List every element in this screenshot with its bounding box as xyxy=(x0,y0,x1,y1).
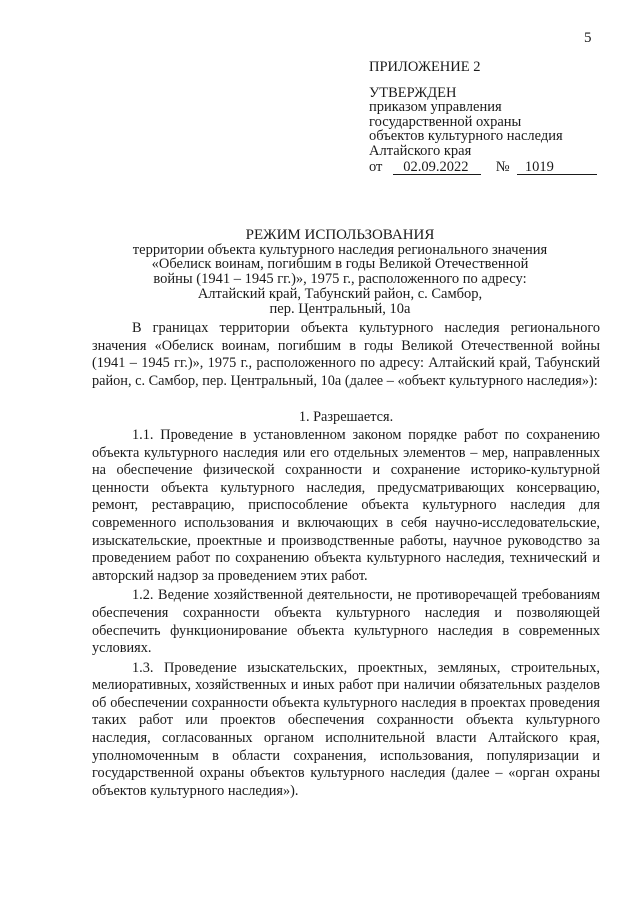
clause-1-1: 1.1. Проведение в установленном законом порядке работ по сохранению объекта культурного наследия или его отдельных элементов – мер, направленных на обеспечение физической сохранности и сохранение историко-культурной ценности объекта культурного наследия, предусматривающих консервацию, ремонт, реставрацию, приспособление объекта культурного наследия для современного использования и включающих в себя научно-исследовательские, изыскательские, проектные и производственные работы, научное руководство за проведением работ по сохранению объекта культурного наследия, технический и авторский надзор за проведением этих работ. xyxy=(92,426,600,584)
clause-1-3: 1.3. Проведение изыскательских, проектных, земляных, строительных, мелиоративных, хозяйственных и иных работ при наличии обязательных разделов об обеспечении сохранности объекта культурного наследия в проектах проведения таких работ или проектов обеспечения сохранности объекта культурного наследия, согласованных органом исполнительной власти Алтайского края, уполномоченным в области сохранения, использования, популяризации и государственной охраны объектов культурного наследия (далее – «орган охраны объектов культурного наследия»). xyxy=(92,659,600,799)
title-line: Алтайский край, Табунский район, с. Самбор, xyxy=(197,285,483,302)
title-line: «Обелиск воинам, погибшим в годы Великой Отечественной xyxy=(151,256,529,273)
section-heading: 1. Разрешается. xyxy=(298,409,394,426)
order-number: 1019 xyxy=(517,161,597,175)
approval-block xyxy=(369,60,619,175)
document-title xyxy=(80,228,600,316)
approval-line: Алтайского края xyxy=(369,142,472,159)
intro-paragraph: В границах территории объекта культурного наследия регионального значения «Обелиск воинам, погибшим в годы Великой Отечественной войны (1941 – 1945 гг.)», 1975 г., расположенного по адресу: Алтайский край, Табунский район, с. Самбор, пер. Центральный, 10а (далее – «объект культурного наследия»): xyxy=(92,320,600,389)
order-date-number xyxy=(369,160,619,175)
approval-line: приказом управления xyxy=(369,99,502,116)
approval-line: объектов культурного наследия xyxy=(369,128,563,145)
title-heading: РЕЖИМ ИСПОЛЬЗОВАНИЯ xyxy=(245,227,435,243)
title-line: территории объекта культурного наследия регионального значения xyxy=(132,241,548,258)
title-line: пер. Центральный, 10а xyxy=(269,300,411,317)
document-body xyxy=(92,320,600,800)
date-prefix: от xyxy=(369,158,383,175)
page-number: 5 xyxy=(584,30,592,46)
order-date: 02.09.2022 xyxy=(393,161,481,175)
clause-1-2: 1.2. Ведение хозяйственной деятельности, не противоречащей требованиям обеспечения сохранности объекта культурного наследия и позволяющей обеспечить функционирование объекта культурного наследия в современных условиях. xyxy=(92,587,600,657)
approval-line: государственной охраны xyxy=(369,113,522,130)
approved-label: УТВЕРЖДЕН xyxy=(369,84,457,101)
appendix-label: ПРИЛОЖЕНИЕ 2 xyxy=(369,59,481,75)
title-line: войны (1941 – 1945 гг.)», 1975 г., расположенного по адресу: xyxy=(153,271,527,288)
number-prefix: № xyxy=(495,158,510,175)
